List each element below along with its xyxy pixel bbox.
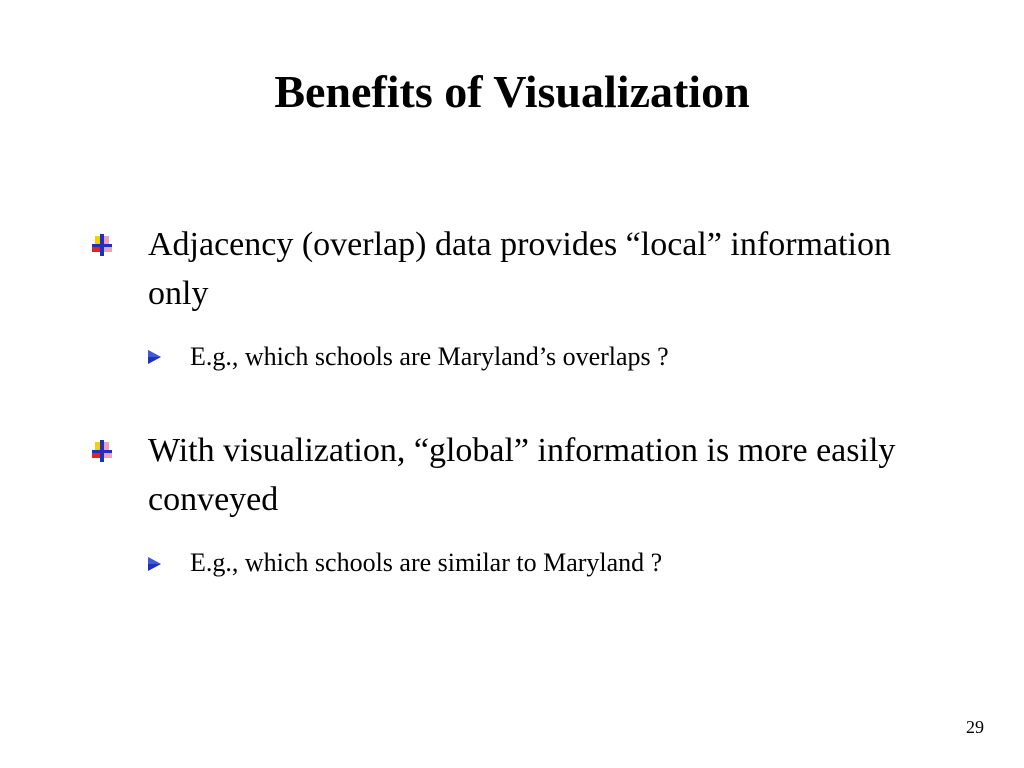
- sub-bullet-text-1: E.g., which schools are Maryland’s overlaps ?: [190, 342, 669, 371]
- slide-title: Benefits of Visualization: [274, 66, 750, 117]
- blue-triangle-bullet-icon: [145, 348, 163, 366]
- sub-bullet-text-2: E.g., which schools are similar to Maryland ?: [190, 548, 663, 577]
- bullet-text-1: Adjacency (overlap) data provides “local” information only: [148, 226, 891, 312]
- slide-number: 29: [966, 717, 984, 737]
- multicolor-square-bullet-icon: [89, 438, 115, 464]
- bullet-text-2: With visualization, “global” information is more easily conveyed: [148, 432, 896, 518]
- multicolor-square-bullet-icon: [89, 232, 115, 258]
- blue-triangle-bullet-icon: [145, 555, 163, 573]
